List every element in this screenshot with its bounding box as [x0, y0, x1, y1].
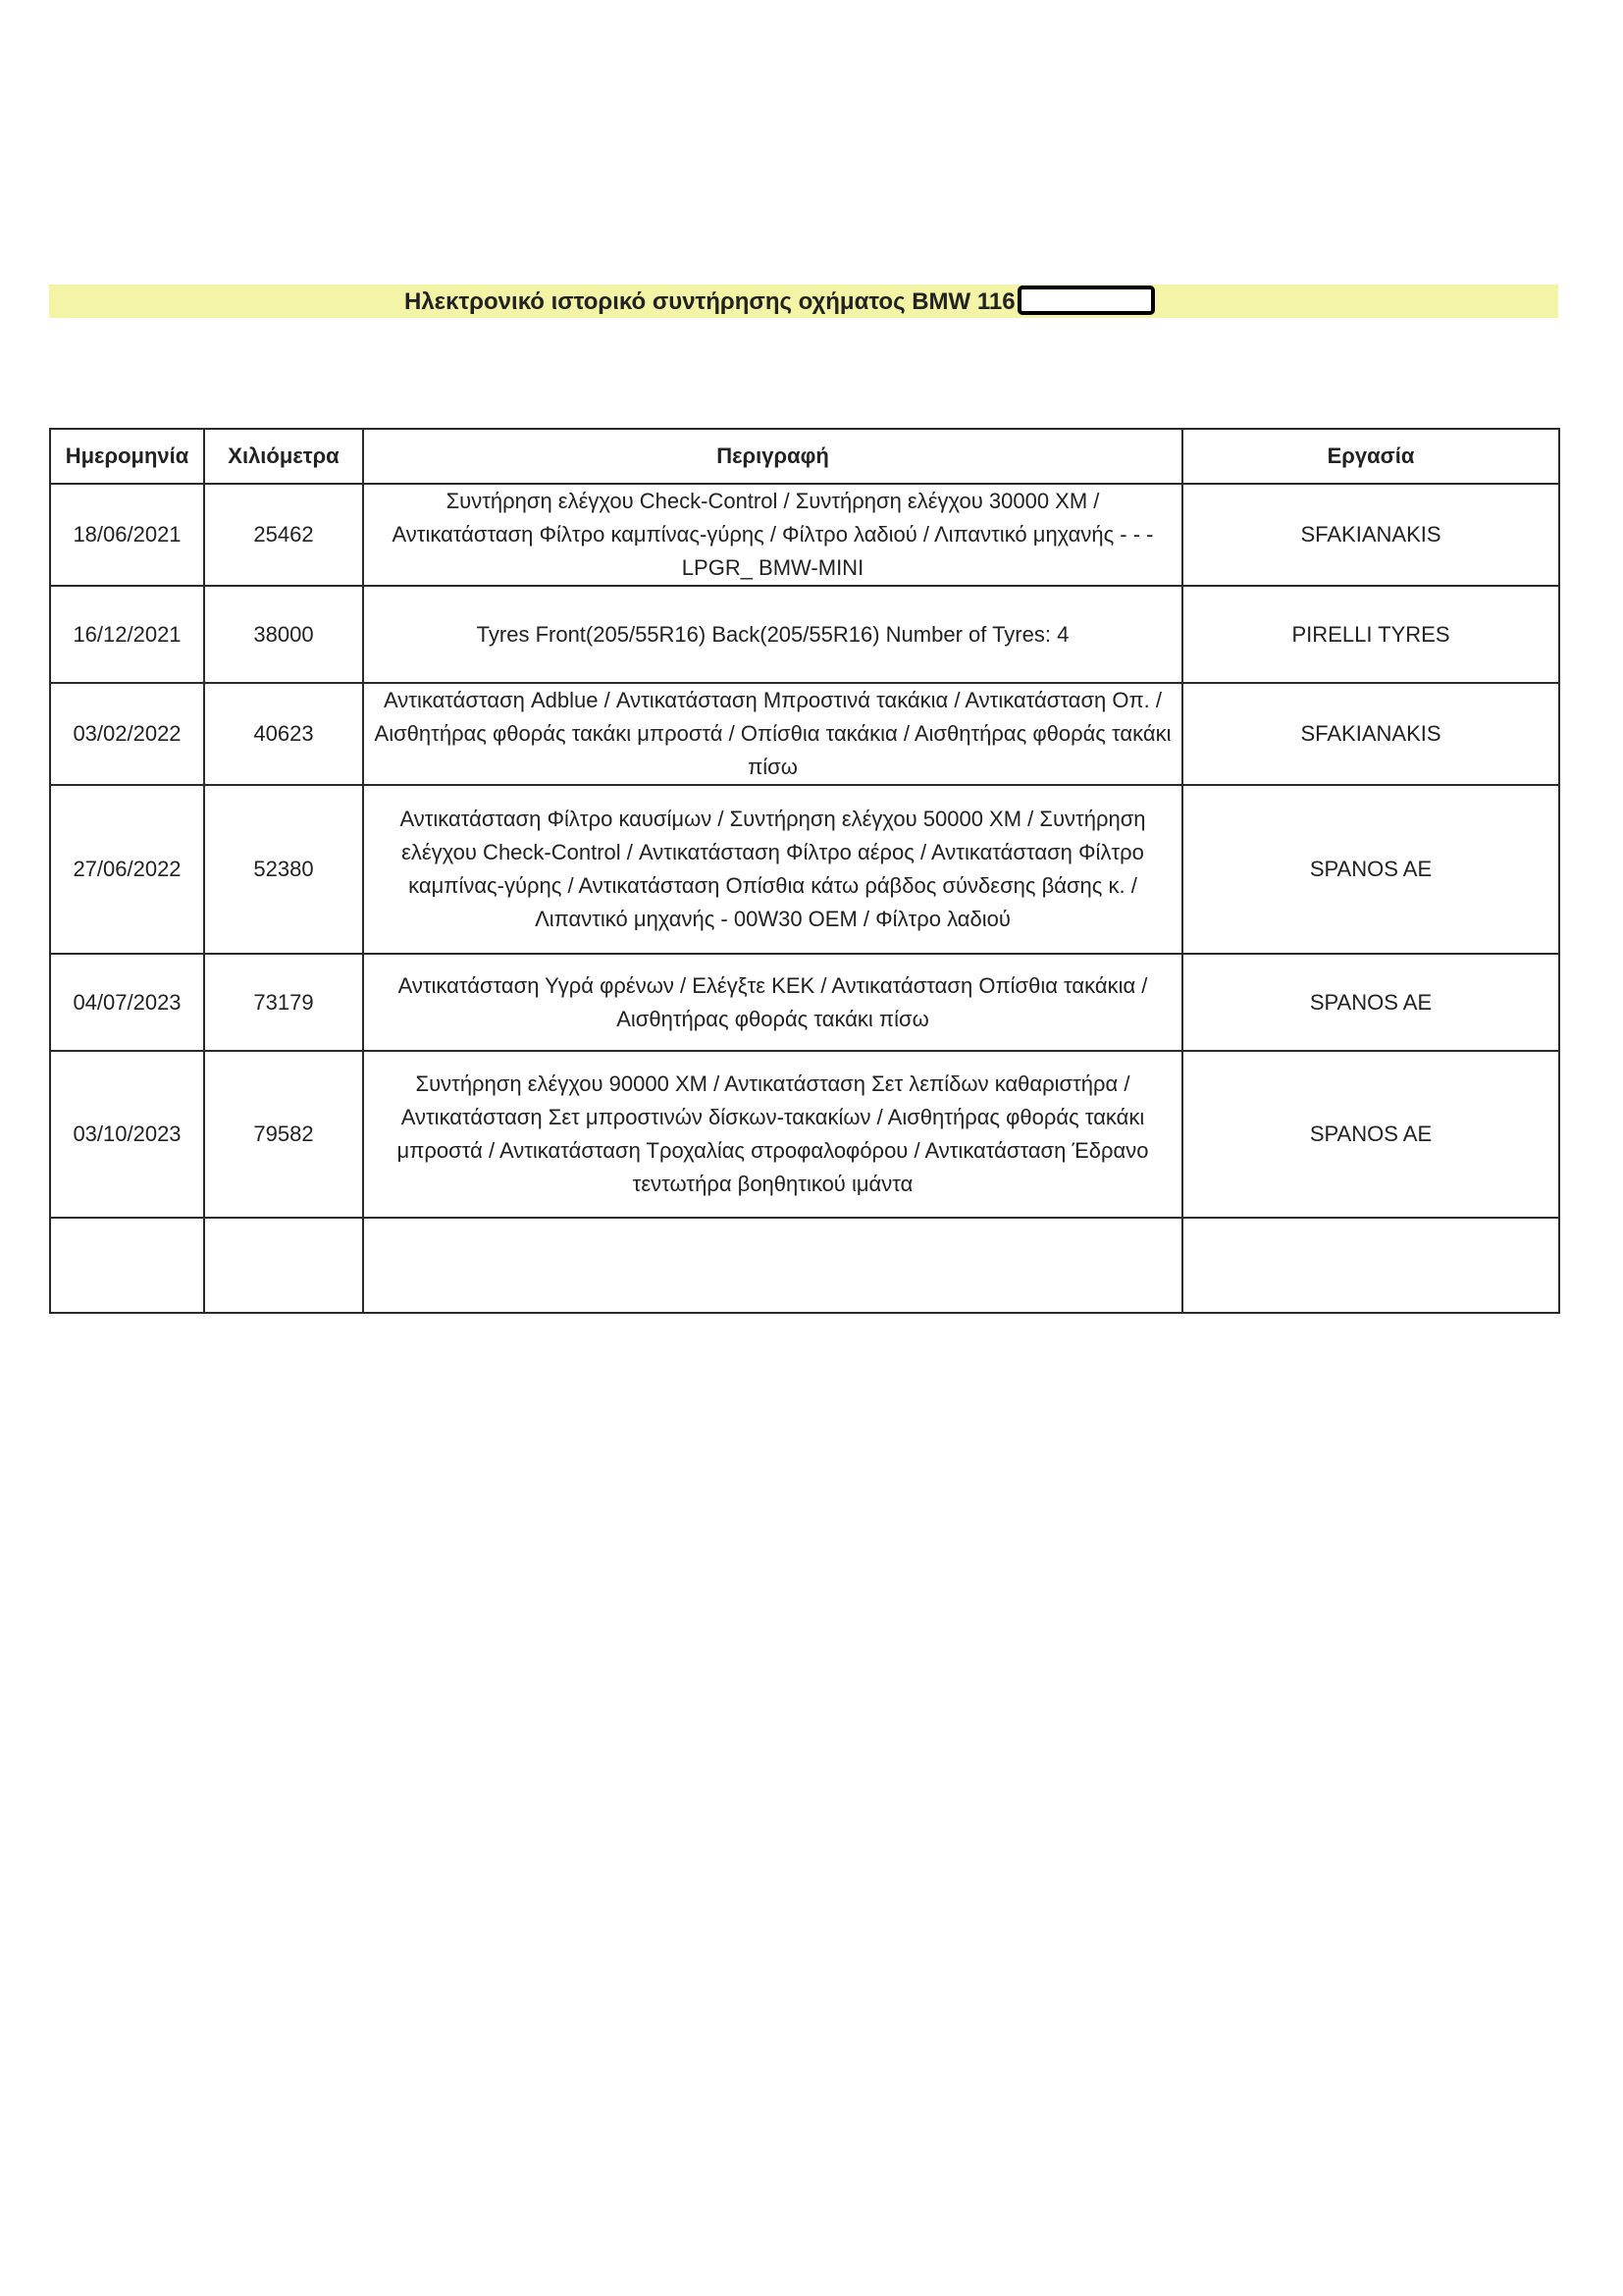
table-row	[50, 954, 1559, 1051]
document-title	[404, 286, 1155, 319]
maintenance-history-table	[49, 428, 1560, 1314]
cell-date: 18/06/2021	[50, 484, 204, 586]
cell-description	[363, 1218, 1182, 1313]
cell-km: 38000	[204, 586, 363, 683]
cell-description: Συντήρηση ελέγχου Check-Control / Συντήρηση ελέγχου 30000 ΧΜ / Αντικατάσταση Φίλτρο καμπίνας-γύρης / Φίλτρο λαδιού / Λιπαντικό μηχανής - - - LPGR_ BMW-MINI	[363, 484, 1182, 586]
cell-description: Συντήρηση ελέγχου 90000 ΧΜ / Αντικατάσταση Σετ λεπίδων καθαριστήρα / Αντικατάσταση Σετ μπροστινών δίσκων-τακακίων / Αισθητήρας φθοράς τακάκι μπροστά / Αντικατάσταση Τροχαλίας στροφαλοφόρου / Αντικατάσταση Έδρανο τεντωτήρα βοηθητικού ιμάντα	[363, 1051, 1182, 1218]
cell-date: 03/10/2023	[50, 1051, 204, 1218]
cell-work	[1182, 1218, 1559, 1313]
redacted-plate-box	[1018, 286, 1155, 315]
cell-km: 25462	[204, 484, 363, 586]
cell-work: SFAKIANAKIS	[1182, 683, 1559, 785]
cell-km	[204, 1218, 363, 1313]
table-row	[50, 785, 1559, 954]
cell-description: Αντικατάσταση Adblue / Αντικατάσταση Μπροστινά τακάκια / Αντικατάσταση Οπ. / Αισθητήρας φθοράς τακάκι μπροστά / Οπίσθια τακάκια / Αισθητήρας φθοράς τακάκι πίσω	[363, 683, 1182, 785]
table-header-row	[50, 429, 1559, 484]
cell-date: 03/02/2022	[50, 683, 204, 785]
cell-description: Tyres Front(205/55R16) Back(205/55R16) Number of Tyres: 4	[363, 586, 1182, 683]
cell-description: Αντικατάσταση Υγρά φρένων / Ελέγξτε ΚΕΚ / Αντικατάσταση Οπίσθια τακάκια / Αισθητήρας φθοράς τακάκι πίσω	[363, 954, 1182, 1051]
table-row	[50, 1051, 1559, 1218]
cell-work: SPANOS AE	[1182, 785, 1559, 954]
header-description: Περιγραφή	[363, 429, 1182, 484]
cell-km: 52380	[204, 785, 363, 954]
table-row	[50, 683, 1559, 785]
table-row-empty	[50, 1218, 1559, 1313]
document-title-text: Ηλεκτρονικό ιστορικό συντήρησης οχήματος BMW 116	[404, 288, 1016, 315]
cell-date: 16/12/2021	[50, 586, 204, 683]
cell-km: 79582	[204, 1051, 363, 1218]
cell-work: PIRELLI TYRES	[1182, 586, 1559, 683]
cell-description: Αντικατάσταση Φίλτρο καυσίμων / Συντήρηση ελέγχου 50000 ΧΜ / Συντήρηση ελέγχου Check-Control / Αντικατάσταση Φίλτρο αέρος / Αντικατάσταση Φίλτρο καμπίνας-γύρης / Αντικατάσταση Οπίσθια κάτω ράβδος σύνδεσης βάσης κ. / Λιπαντικό μηχανής - 00W30 OEM / Φίλτρο λαδιού	[363, 785, 1182, 954]
cell-work: SPANOS AE	[1182, 954, 1559, 1051]
table-row	[50, 484, 1559, 586]
cell-km: 73179	[204, 954, 363, 1051]
cell-date: 04/07/2023	[50, 954, 204, 1051]
cell-date	[50, 1218, 204, 1313]
table-row	[50, 586, 1559, 683]
header-km: Χιλιόμετρα	[204, 429, 363, 484]
header-work: Εργασία	[1182, 429, 1559, 484]
cell-work: SPANOS AE	[1182, 1051, 1559, 1218]
cell-date: 27/06/2022	[50, 785, 204, 954]
cell-km: 40623	[204, 683, 363, 785]
cell-work: SFAKIANAKIS	[1182, 484, 1559, 586]
header-date: Ημερομηνία	[50, 429, 204, 484]
